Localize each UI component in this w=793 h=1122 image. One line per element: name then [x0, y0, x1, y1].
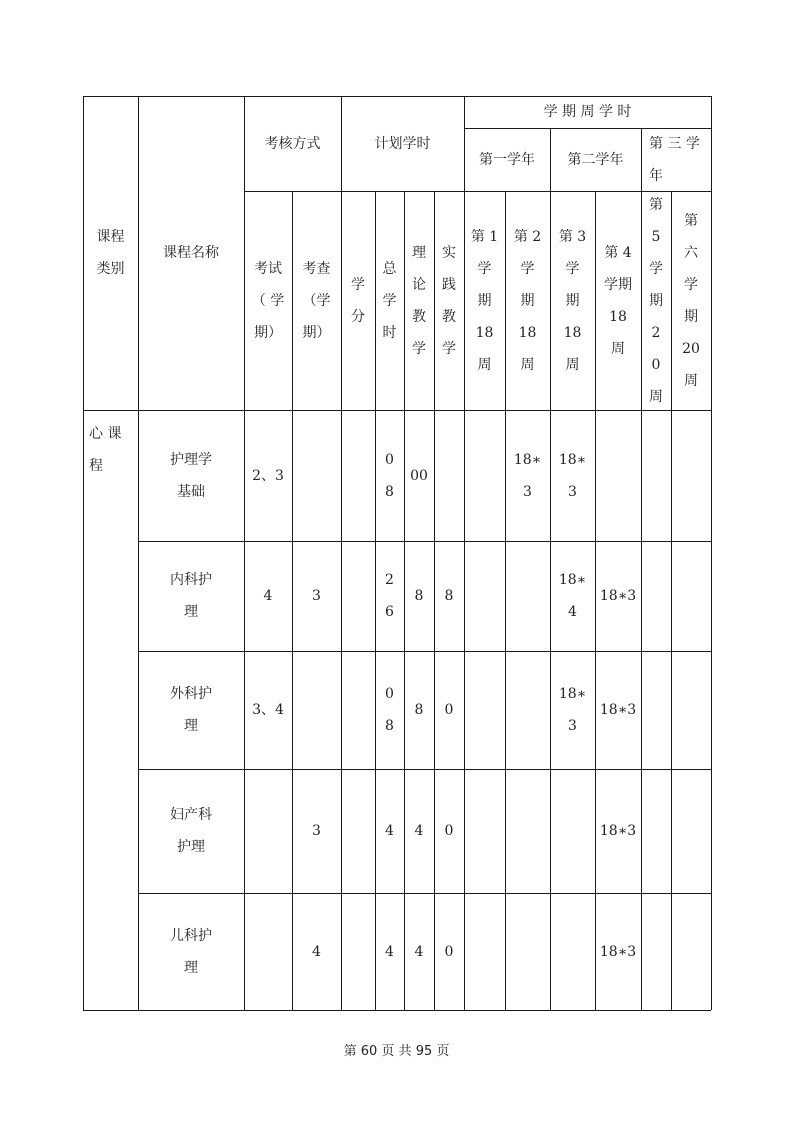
course-name: 内科护 理	[170, 572, 212, 620]
year3-header: 第 三 学 年	[649, 135, 700, 184]
practice-header: 实 践 教 学	[442, 244, 456, 357]
semester6-hours	[671, 769, 711, 893]
course-category-header: 课程 类别	[96, 229, 125, 277]
credit	[341, 410, 375, 541]
course-name-header: 课程名称	[163, 245, 219, 261]
semester3-hours	[550, 769, 595, 893]
credit	[341, 541, 375, 651]
course-name: 儿科护 理	[170, 927, 212, 976]
exam-semester	[244, 769, 292, 893]
check-semester	[292, 410, 341, 541]
semester4-hours: 18∗3	[599, 588, 637, 604]
exam-semester	[244, 893, 292, 1010]
course-category-label: 心 课 程	[89, 426, 122, 474]
semester4-header: 第 4 学期 18 周	[604, 244, 632, 357]
theory-hours: 4	[414, 943, 424, 960]
practice-hours: 0	[444, 943, 454, 960]
exam-header: 考试 （ 学 期）	[251, 260, 285, 341]
semester6-hours	[671, 651, 711, 769]
year1-header: 第一学年	[479, 151, 535, 168]
semester5-header: 第 5 学 期 2 0 周	[649, 196, 663, 405]
course-name: 护理学 基础	[170, 451, 212, 500]
semester1-hours	[464, 769, 505, 893]
semester5-hours	[641, 893, 671, 1010]
semester3-hours: 18∗ 3	[558, 686, 587, 734]
exam-semester: 2、3	[252, 467, 284, 484]
semester6-hours	[671, 893, 711, 1010]
total-hours: 4	[385, 823, 394, 839]
table-border-bottom	[83, 1010, 711, 1011]
semester2-header: 第 2 学 期 18 周	[513, 228, 542, 373]
page-footer: 第 60 页 共 95 页	[343, 1044, 450, 1059]
semester-weekly-hours-header: 学 期 周 学 时	[543, 104, 632, 120]
exam-semester: 4	[263, 588, 273, 604]
practice-hours	[434, 410, 464, 541]
semester1-hours	[464, 893, 505, 1010]
theory-header: 理 论 教 学	[412, 244, 426, 357]
semester4-hours: 18∗3	[599, 702, 637, 718]
semester4-hours: 18∗3	[599, 823, 637, 839]
semester6-hours	[671, 410, 711, 541]
semester1-header: 第 1 学 期 18 周	[470, 228, 499, 373]
theory-hours: 8	[414, 588, 424, 604]
course-plan-table	[83, 96, 711, 1010]
practice-hours: 0	[444, 823, 454, 839]
credit	[341, 651, 375, 769]
semester2-hours	[505, 651, 550, 769]
exam-semester: 3、4	[252, 702, 284, 718]
semester1-hours	[464, 651, 505, 769]
credit-header: 学 分	[351, 276, 365, 325]
course-name: 妇产科 护理	[170, 807, 212, 855]
semester5-hours	[641, 541, 671, 651]
practice-hours: 8	[444, 588, 454, 604]
semester5-hours	[641, 410, 671, 541]
semester5-hours	[641, 651, 671, 769]
semester2-hours	[505, 893, 550, 1010]
theory-hours: 8	[414, 702, 424, 718]
theory-hours: 4	[414, 823, 424, 839]
semester1-hours	[464, 541, 505, 651]
semester4-hours: 18∗3	[599, 943, 637, 960]
credit	[341, 769, 375, 893]
total-hours-header: 总 学 时	[382, 260, 397, 341]
theory-hours: 00	[410, 467, 428, 484]
check-header: 考查 （学 期）	[302, 260, 331, 341]
total-hours: 2 6	[385, 572, 394, 620]
total-hours: 0 8	[385, 686, 394, 734]
semester4-hours	[595, 410, 641, 541]
semester2-hours: 18∗ 3	[513, 451, 542, 500]
year2-header: 第二学年	[567, 151, 624, 168]
check-semester	[292, 651, 341, 769]
semester6-header: 第 六 学 期 20 周	[682, 212, 700, 389]
total-hours: 0 8	[385, 451, 394, 500]
semester3-hours: 18∗ 4	[558, 572, 587, 620]
semester1-hours	[464, 410, 505, 541]
credit	[341, 893, 375, 1010]
semester3-header: 第 3 学 期 18 周	[558, 228, 587, 373]
assessment-header: 考核方式	[264, 135, 321, 152]
semester5-hours	[641, 769, 671, 893]
semester6-hours	[671, 541, 711, 651]
check-semester: 3	[312, 823, 321, 839]
check-semester: 3	[312, 588, 321, 604]
semester3-hours	[550, 893, 595, 1010]
check-semester: 4	[312, 943, 321, 960]
practice-hours: 0	[444, 702, 454, 718]
total-hours: 4	[385, 943, 394, 960]
semester2-hours	[505, 541, 550, 651]
table-border-right	[711, 96, 712, 1010]
planned-hours-header: 计划学时	[374, 135, 431, 152]
semester2-hours	[505, 769, 550, 893]
semester3-hours: 18∗ 3	[558, 451, 587, 500]
course-name: 外科护 理	[170, 686, 212, 734]
